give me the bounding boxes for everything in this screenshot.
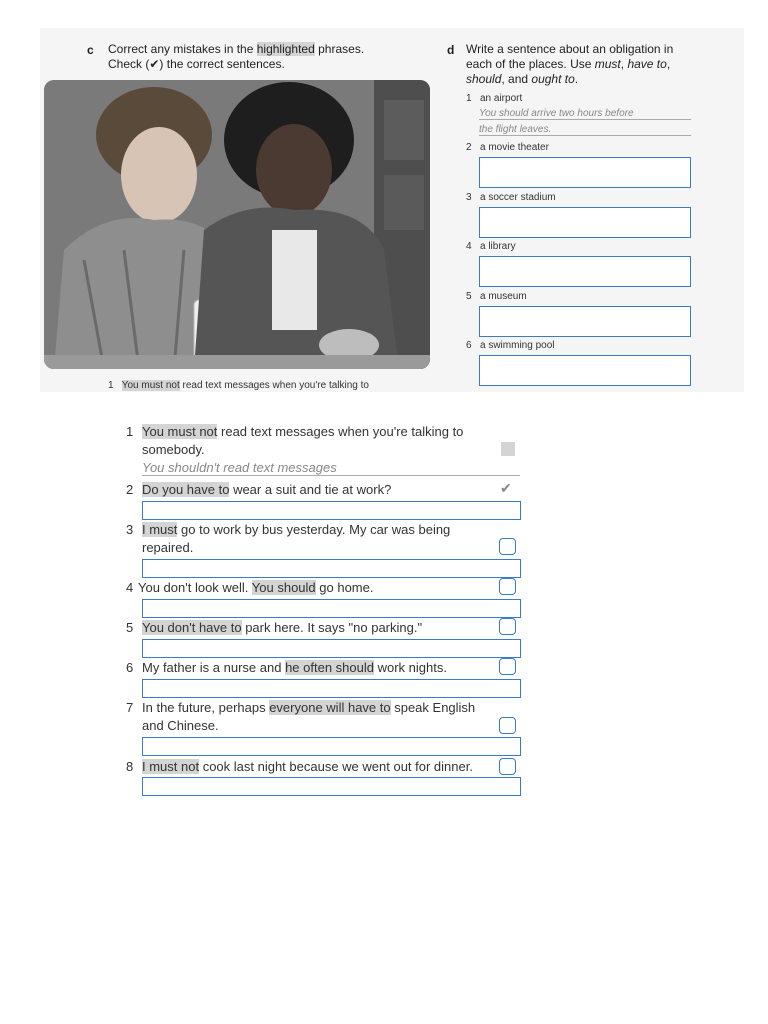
place-item: [466, 291, 527, 302]
question-text: read text messages when you're talking to: [217, 424, 464, 439]
place-number: 4: [466, 241, 472, 252]
answer-input-5[interactable]: [142, 639, 521, 658]
question-2: [126, 481, 391, 499]
question-4: [126, 579, 373, 597]
answer-input-swimming-pool[interactable]: [479, 355, 691, 386]
question-highlight: Do you have to: [142, 482, 230, 497]
instr-should: should: [466, 72, 502, 86]
question-highlight: You should: [251, 580, 316, 595]
place-number: 6: [466, 340, 472, 351]
answer-input-3[interactable]: [142, 559, 521, 578]
instr-text: Correct any mistakes in the: [108, 42, 257, 56]
place-item: [466, 241, 516, 252]
caption-line: [108, 380, 369, 391]
instr-text: , and: [501, 72, 532, 86]
question-text: wear a suit and tie at work?: [229, 482, 392, 497]
section-c-letter: c: [87, 43, 94, 57]
caption-number: 1: [108, 380, 114, 391]
question-number: 8: [126, 759, 134, 774]
checkbox-5[interactable]: [499, 618, 516, 635]
question-text: and Chinese.: [142, 718, 219, 733]
example-answer-line-1: You should arrive two hours before: [479, 108, 691, 120]
checkbox-7[interactable]: [499, 717, 516, 734]
place-label: a swimming pool: [480, 340, 555, 351]
answer-input-library[interactable]: [479, 256, 691, 287]
place-label: a library: [480, 241, 516, 252]
instr-text: ,: [666, 57, 671, 71]
question-text: speak English: [390, 700, 476, 715]
question-text: cook last night because we went out for dinner.: [199, 759, 473, 774]
question-8: [126, 758, 506, 776]
question-highlight: he often should: [285, 660, 374, 675]
place-item: [466, 192, 556, 203]
place-item: [466, 340, 554, 351]
section-d-instructions: [466, 42, 736, 87]
question-highlight: You don't have to: [142, 620, 242, 635]
question-highlight: I must not: [142, 759, 200, 774]
answer-input-museum[interactable]: [479, 306, 691, 337]
checkbox-8[interactable]: [499, 758, 516, 775]
place-item: [466, 142, 549, 153]
place-label: a movie theater: [480, 142, 549, 153]
place-label: an airport: [480, 93, 523, 104]
instr-text: Check (✔) the correct sentences.: [108, 57, 285, 71]
photo-illustration: [44, 80, 430, 369]
checkbox-6[interactable]: [499, 658, 516, 675]
question-1: [126, 423, 496, 459]
instr-text: .: [574, 72, 579, 86]
place-number: 3: [466, 192, 472, 203]
question-6: [126, 659, 447, 677]
question-number: 5: [126, 620, 134, 635]
answer-input-7[interactable]: [142, 737, 521, 756]
section-d-letter: d: [447, 43, 455, 57]
instr-have-to: have to: [627, 57, 667, 71]
question-text: go to work by bus yesterday. My car was being: [177, 522, 451, 537]
question-number: 6: [126, 660, 134, 675]
answer-input-2[interactable]: [142, 501, 521, 520]
instr-text: Write a sentence about an obligation in: [466, 42, 674, 56]
question-number: 7: [126, 700, 134, 715]
question-text: go home.: [315, 580, 374, 595]
instr-highlight: highlighted: [256, 42, 315, 56]
instr-must: must: [594, 57, 621, 71]
question-text: In the future, perhaps: [142, 700, 270, 715]
question-5: [126, 619, 422, 637]
section-c-instructions: [108, 42, 438, 72]
question-text: somebody.: [142, 442, 205, 457]
question-highlight: I must: [142, 522, 178, 537]
question-number: 2: [126, 482, 134, 497]
question-number: 1: [126, 424, 134, 439]
place-label: a soccer stadium: [480, 192, 556, 203]
instr-ought-to: ought to: [531, 72, 575, 86]
question-text: repaired.: [142, 540, 194, 555]
instr-text: phrases.: [314, 42, 365, 56]
checkbox-4[interactable]: [499, 578, 516, 595]
question-7: [126, 699, 496, 735]
question-number: 3: [126, 522, 134, 537]
answer-input-soccer-stadium[interactable]: [479, 207, 691, 238]
checkmark-icon: ✔: [500, 480, 512, 496]
place-number: 2: [466, 142, 472, 153]
question-text: park here. It says "no parking.": [241, 620, 423, 635]
place-number: 1: [466, 93, 472, 104]
question-highlight: You must not: [142, 424, 218, 439]
place-item: [466, 93, 522, 104]
caption-text: read text messages when you're talking to: [179, 380, 369, 391]
caption-highlight: You must not: [121, 380, 180, 391]
question-text: work nights.: [373, 660, 447, 675]
place-number: 5: [466, 291, 472, 302]
place-label: a museum: [480, 291, 527, 302]
question-3: [126, 521, 496, 557]
instr-text: each of the places. Use: [466, 57, 595, 71]
question-highlight: everyone will have to: [269, 700, 391, 715]
example-answer: You shouldn't read text messages: [142, 460, 520, 476]
answer-input-4[interactable]: [142, 599, 521, 618]
instr-text: ,: [620, 57, 628, 71]
example-answer-line-2: the flight leaves.: [479, 124, 691, 136]
question-text: You don't look well.: [138, 580, 252, 595]
question-number: 4: [126, 580, 134, 595]
checkbox-3[interactable]: [499, 538, 516, 555]
question-text: My father is a nurse and: [142, 660, 286, 675]
answer-input-8[interactable]: [142, 777, 521, 796]
checkbox-example: [501, 442, 515, 456]
answer-input-6[interactable]: [142, 679, 521, 698]
answer-input-movie-theater[interactable]: [479, 157, 691, 188]
photo-two-women-phone: [44, 80, 430, 369]
